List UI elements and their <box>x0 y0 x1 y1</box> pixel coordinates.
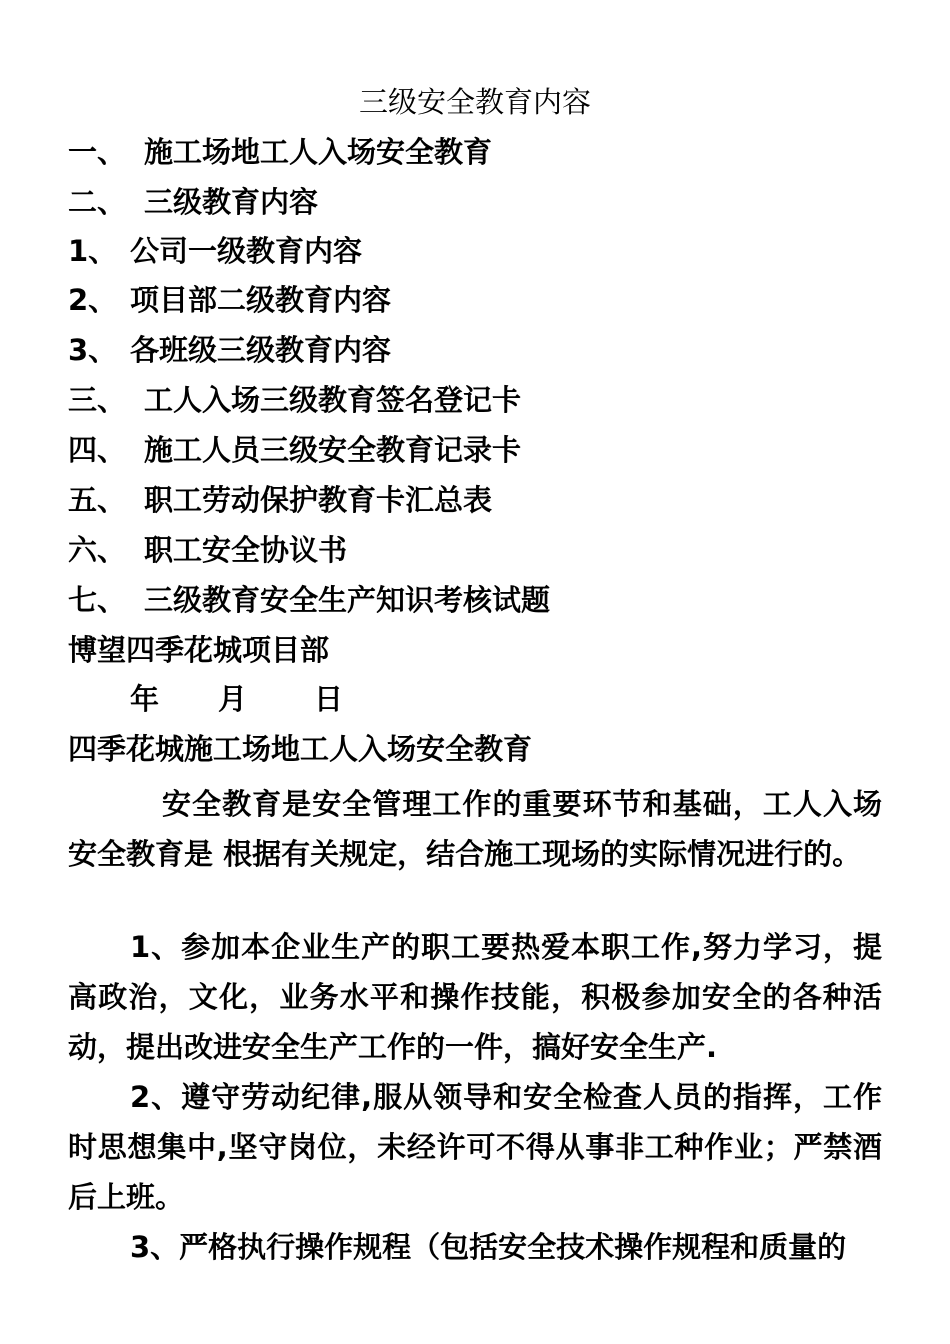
date-day: 日 <box>314 682 344 716</box>
toc-item <box>68 530 347 570</box>
paragraph: 3、严格执行操作规程（包括安全技术操作规程和质量的 <box>130 1230 847 1264</box>
toc-number: 七、 <box>68 583 127 617</box>
toc-number: 三、 <box>68 383 127 417</box>
toc-item <box>68 580 550 620</box>
date-month: 月 <box>218 682 248 716</box>
date-year: 年 <box>130 682 160 716</box>
toc-number: 2、 <box>68 283 118 317</box>
toc-text: 各班级三级教育内容 <box>130 333 392 367</box>
toc-item <box>68 330 391 370</box>
toc-text: 职工安全协议书 <box>144 533 348 567</box>
toc-item <box>68 231 362 271</box>
toc-text: 项目部二级教育内容 <box>130 283 392 317</box>
toc-text: 三级教育内容 <box>144 185 319 219</box>
toc-item <box>68 480 492 520</box>
section-title: 四季花城施工场地工人入场安全教育 <box>68 732 533 766</box>
toc-item <box>68 132 492 172</box>
document-title: 三级安全教育内容 <box>358 85 591 119</box>
toc-number: 五、 <box>68 483 127 517</box>
toc-item <box>68 182 318 222</box>
toc-item <box>68 280 391 320</box>
toc-text: 施工场地工人入场安全教育 <box>144 135 493 169</box>
toc-item <box>68 380 521 420</box>
toc-number: 3、 <box>68 333 118 367</box>
toc-number: 六、 <box>68 533 127 567</box>
date-line <box>130 679 343 719</box>
toc-item <box>68 430 521 470</box>
toc-text: 公司一级教育内容 <box>130 234 363 268</box>
paragraph: 安全教育是安全管理工作的重要环节和基础，工人入场安全教育是 根据有关规定，结合施工现场的实际情况进行的。 <box>68 787 882 871</box>
toc-text: 职工劳动保护教育卡汇总表 <box>144 483 493 517</box>
organization-name: 博望四季花城项目部 <box>68 633 330 667</box>
paragraph: 2、遵守劳动纪律,服从领导和安全检查人员的指挥，工作时思想集中,坚守岗位，未经许可不得从事非工种作业；严禁酒后上班。 <box>68 1080 882 1214</box>
toc-number: 四、 <box>68 433 127 467</box>
toc-number: 1、 <box>68 234 118 268</box>
toc-text: 三级教育安全生产知识考核试题 <box>144 583 551 617</box>
toc-text: 工人入场三级教育签名登记卡 <box>144 383 522 417</box>
paragraph: 1、参加本企业生产的职工要热爱本职工作,努力学习，提高政治，文化，业务水平和操作技能，积极参加安全的各种活动，提出改进安全生产工作的一件，搞好安全生产. <box>68 930 882 1064</box>
toc-number: 二、 <box>68 185 127 219</box>
toc-number: 一、 <box>68 135 127 169</box>
toc-text: 施工人员三级安全教育记录卡 <box>144 433 522 467</box>
